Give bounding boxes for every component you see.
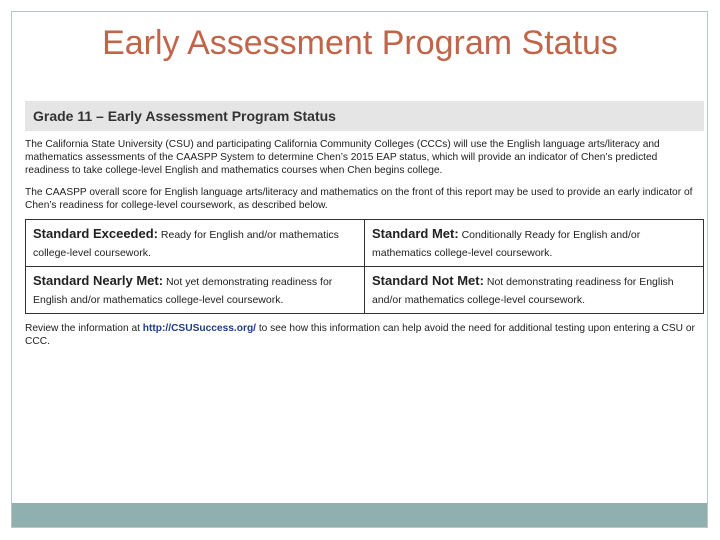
level-description: Ready for English and/or mathematics college-level coursework. [33, 229, 339, 259]
level-cell-exceeded [26, 220, 365, 267]
level-cell-not-met [365, 267, 704, 314]
level-name: Standard Exceeded: [33, 226, 158, 241]
achievement-levels-table [25, 219, 704, 314]
level-description: Not demonstrating readiness for English and/or mathematics college-level coursework. [372, 276, 674, 306]
review-text-after: to see how this information can help avoid the need for additional testing upon entering a CSU or CCC. [25, 323, 695, 347]
review-text-before: Review the information at [25, 323, 143, 334]
review-paragraph [25, 322, 704, 348]
level-name: Standard Nearly Met: [33, 273, 164, 288]
slide-title: Early Assessment Program Status [102, 24, 618, 62]
footer-bar [12, 503, 707, 527]
score-paragraph: The CAASPP overall score for English language arts/literacy and mathematics on the front of this report may be used to provide an early indicator of Chen’s readiness for college-level coursework, as described below. [25, 187, 693, 211]
report-header: Grade 11 – Early Assessment Program Status [25, 101, 704, 131]
level-description: Not yet demonstrating readiness for English and/or mathematics college-level coursework. [33, 276, 333, 306]
level-cell-nearly-met [26, 267, 365, 314]
table-row [26, 220, 704, 267]
level-name: Standard Not Met: [372, 273, 484, 288]
level-cell-met [365, 220, 704, 267]
table-row [26, 267, 704, 314]
level-name: Standard Met: [372, 226, 459, 241]
intro-paragraph: The California State University (CSU) and participating California Community Colleges (CCCs) will use the English language arts/literacy and mathematics assessments of the CAASPP System to determine Chen’s 2015 EAP status, which will provide an indicator of Chen’s predicted readiness to take college-level English and mathematics courses when Chen begins college. [25, 139, 660, 176]
csu-success-link[interactable]: http://CSUSuccess.org/ [142, 323, 256, 334]
level-description: Conditionally Ready for English and/or mathematics college-level coursework. [372, 229, 641, 259]
report-panel [25, 101, 704, 348]
